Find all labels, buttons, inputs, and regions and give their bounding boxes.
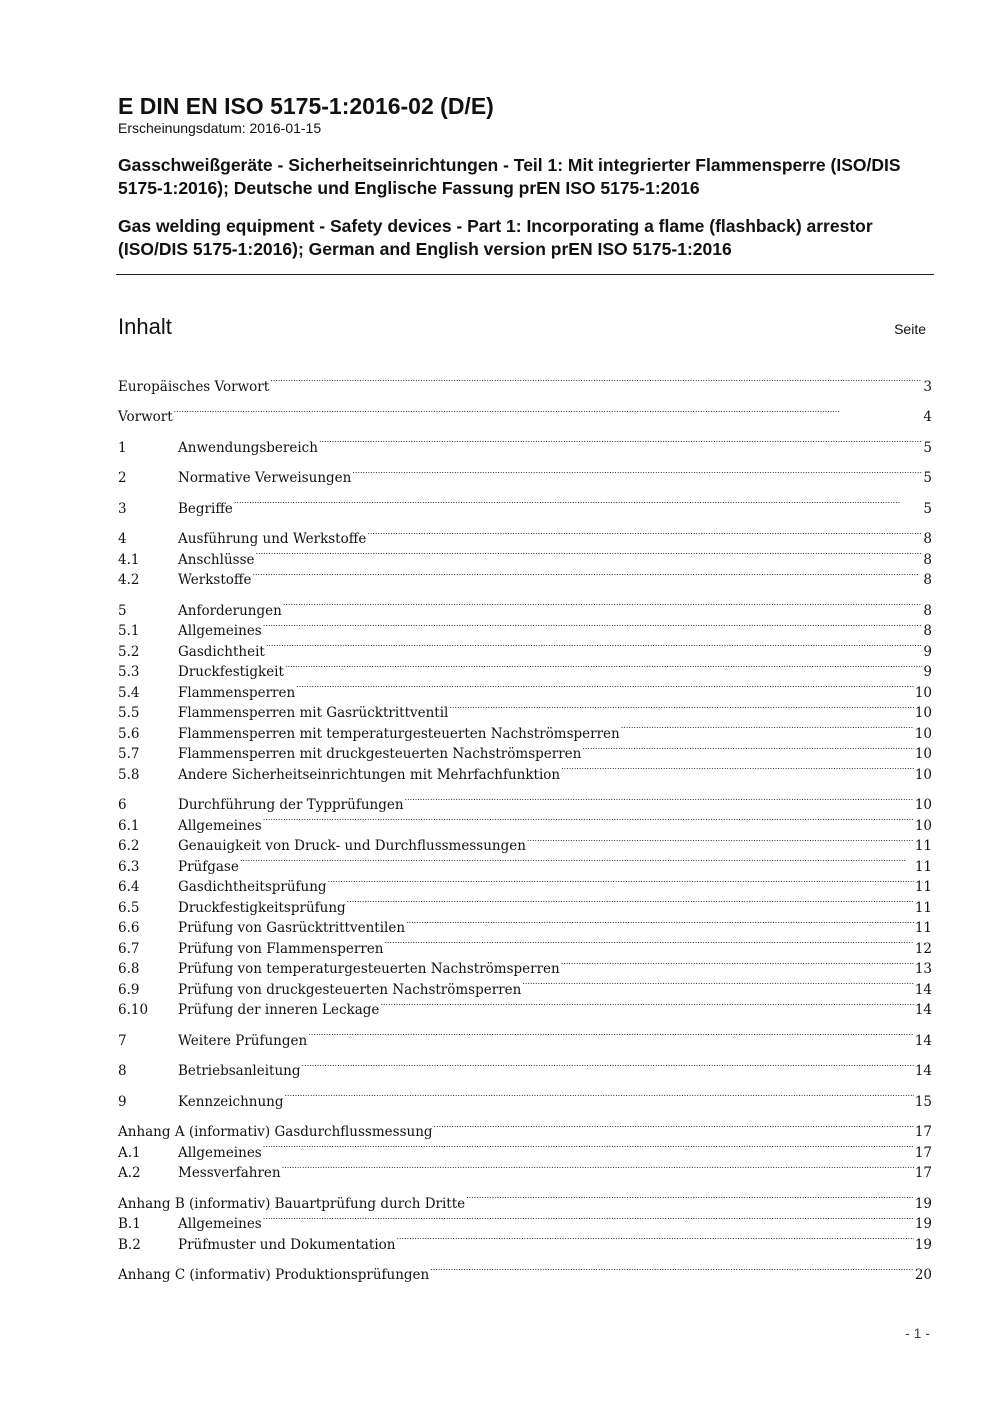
toc-leader-dots bbox=[263, 1136, 914, 1157]
toc-entry-number: 6.2 bbox=[118, 838, 140, 854]
toc-entry-page: 11 bbox=[914, 899, 932, 916]
toc-entry-page: 8 bbox=[923, 572, 932, 588]
toc-entry-label: Druckfestigkeitsprüfung bbox=[178, 899, 346, 916]
toc-entry-label: Anforderungen bbox=[178, 602, 282, 619]
toc-leader-dots bbox=[449, 697, 913, 718]
toc-entry-page: 10 bbox=[914, 766, 932, 783]
toc-entry-number: 5.3 bbox=[118, 664, 140, 680]
toc-entry-number: 6.3 bbox=[118, 858, 140, 875]
toc-entry-number: 6.5 bbox=[118, 899, 140, 916]
toc-entry-number: 5.4 bbox=[118, 684, 140, 701]
toc-entry[interactable] bbox=[118, 1116, 932, 1140]
toc-leader-dots bbox=[367, 523, 922, 544]
toc-entry-number: A.2 bbox=[118, 1165, 141, 1181]
toc-entry-label: Allgemeines bbox=[178, 1216, 262, 1232]
toc-entry-page: 10 bbox=[914, 725, 932, 742]
toc-entry-label: Werkstoffe bbox=[178, 572, 252, 588]
toc-entry-label: Allgemeines bbox=[178, 1144, 262, 1161]
toc-entry-number: 6.8 bbox=[118, 961, 140, 977]
toc-entry[interactable] bbox=[118, 431, 932, 456]
toc-entry-number: B.2 bbox=[118, 1236, 141, 1253]
toc-entry-number: 6.6 bbox=[118, 920, 140, 936]
toc-leader-dots bbox=[263, 809, 914, 830]
toc-leader-dots bbox=[302, 1055, 914, 1076]
toc-entry-number: 3 bbox=[118, 500, 127, 517]
toc-page-column-label: Seite bbox=[894, 321, 926, 337]
toc-leader-dots bbox=[561, 758, 914, 779]
toc-entry-label: Gasdichtheitsprüfung bbox=[178, 879, 327, 895]
toc-entry[interactable] bbox=[118, 1085, 932, 1110]
toc-entry-label: Normative Verweisungen bbox=[178, 470, 352, 486]
toc-leader-dots bbox=[621, 717, 914, 738]
toc-leader-dots bbox=[561, 953, 914, 974]
toc-entry-label: Druckfestigkeit bbox=[178, 664, 284, 680]
toc-entry[interactable] bbox=[118, 492, 932, 517]
toc-entry[interactable] bbox=[118, 523, 932, 547]
toc-entry-page: 14 bbox=[914, 1002, 932, 1018]
toc-entry-number: A.1 bbox=[118, 1144, 141, 1161]
title-english: Gas welding equipment - Safety devices - Part 1: Incorporating a flame (flashback) arrestor (ISO/DIS 5175-1:2016); German and English version prEN ISO 5175-1:2016 bbox=[118, 216, 873, 259]
toc-leader-dots bbox=[347, 891, 914, 912]
toc-entry-page: 4 bbox=[923, 409, 932, 425]
toc-leader-dots bbox=[522, 973, 913, 994]
toc-entry-page: 9 bbox=[923, 643, 932, 660]
toc-entry-page: 10 bbox=[914, 746, 932, 762]
toc-leader-dots bbox=[380, 994, 913, 1015]
toc-leader-dots bbox=[308, 1024, 914, 1045]
toc-entry-page: 17 bbox=[914, 1144, 932, 1161]
toc-heading: Inhalt bbox=[118, 314, 172, 339]
toc-leader-dots bbox=[405, 789, 914, 810]
toc-entry-page: 10 bbox=[914, 684, 932, 701]
toc-entry-label: Prüfgase bbox=[178, 858, 239, 875]
toc-entry-label: Genauigkeit von Druck- und Durchflussmessungen bbox=[178, 838, 526, 854]
toc-entry-label: Prüfmuster und Dokumentation bbox=[178, 1236, 396, 1253]
toc-leader-dots bbox=[430, 1259, 914, 1280]
toc-entry-label: Anhang C (informativ) Produktionsprüfungen bbox=[118, 1267, 430, 1283]
toc-entry-page: 10 bbox=[914, 705, 932, 721]
toc-entry-number: 5.7 bbox=[118, 746, 140, 762]
toc-entry-number: 5.2 bbox=[118, 643, 140, 660]
toc-entry-number: 9 bbox=[118, 1093, 127, 1110]
toc-entry-page: 9 bbox=[923, 664, 932, 680]
toc-leader-dots bbox=[285, 656, 922, 677]
toc-entry[interactable] bbox=[118, 789, 932, 813]
toc-entry-page: 17 bbox=[914, 1165, 932, 1181]
toc-entry[interactable] bbox=[118, 1055, 932, 1079]
toc-entry-number: 4 bbox=[118, 531, 127, 547]
toc-entry-label: Prüfung von Flammensperren bbox=[178, 940, 384, 957]
toc-leader-dots bbox=[527, 830, 914, 851]
toc-entry-label: Anwendungsbereich bbox=[178, 439, 318, 456]
toc-leader-dots bbox=[285, 1085, 914, 1106]
toc-entry-page: 14 bbox=[914, 1063, 932, 1079]
toc-entry-label: Kennzeichnung bbox=[178, 1093, 284, 1110]
toc-entry-page: 15 bbox=[914, 1093, 932, 1110]
toc-entry-page: 8 bbox=[923, 623, 932, 639]
toc-entry-label: Prüfung von temperaturgesteuerten Nachströmsperren bbox=[178, 961, 560, 977]
toc-leader-dots bbox=[396, 1228, 913, 1249]
toc-entry-number: 7 bbox=[118, 1032, 127, 1049]
toc-entry-page: 11 bbox=[914, 879, 932, 895]
toc-entry-label: Andere Sicherheitseinrichtungen mit Mehrfachfunktion bbox=[178, 766, 561, 783]
toc-entry-label: Allgemeines bbox=[178, 817, 262, 834]
toc-entry-label: Ausführung und Werkstoffe bbox=[178, 531, 367, 547]
document-id: E DIN EN ISO 5175-1:2016-02 (D/E) bbox=[118, 93, 494, 119]
toc-entry[interactable] bbox=[118, 1024, 932, 1049]
toc-entry-page: 5 bbox=[923, 500, 932, 517]
toc-leader-dots bbox=[352, 462, 922, 483]
toc-entry-number: 6.10 bbox=[118, 1002, 149, 1018]
toc-entry-label: Betriebsanleitung bbox=[178, 1063, 301, 1079]
toc-leader-dots bbox=[263, 1208, 914, 1229]
toc-leader-dots bbox=[434, 1116, 914, 1137]
toc-leader-dots bbox=[582, 738, 913, 759]
toc-leader-dots bbox=[466, 1187, 914, 1208]
toc-entry-label: Vorwort bbox=[118, 409, 173, 425]
toc-leader-dots bbox=[328, 871, 914, 892]
toc-entry-page: 13 bbox=[914, 961, 932, 977]
toc-entry-label: Begriffe bbox=[178, 500, 233, 517]
toc-entry[interactable] bbox=[118, 462, 932, 486]
toc-entry-number: 6.1 bbox=[118, 817, 140, 834]
toc-leader-dots bbox=[384, 932, 913, 953]
toc-leader-dots bbox=[263, 615, 923, 636]
toc-entry-number: 5.1 bbox=[118, 623, 140, 639]
toc-entry-page: 20 bbox=[914, 1267, 932, 1283]
publication-date: Erscheinungsdatum: 2016-01-15 bbox=[118, 120, 322, 136]
toc-entry[interactable] bbox=[118, 1259, 932, 1283]
toc-entry-label: Gasdichtheit bbox=[178, 643, 265, 660]
toc-entry-label: Durchführung der Typprüfungen bbox=[178, 797, 404, 813]
toc-entry-page: 17 bbox=[914, 1124, 932, 1140]
toc-entry-number: 1 bbox=[118, 439, 127, 456]
toc-entry-label: Prüfung von Gasrücktrittventilen bbox=[178, 920, 406, 936]
toc-entry-page: 8 bbox=[923, 602, 932, 619]
toc-leader-dots bbox=[283, 594, 923, 615]
toc-entry-page: 19 bbox=[914, 1195, 932, 1212]
toc-leader-dots bbox=[174, 401, 923, 422]
toc-leader-dots bbox=[296, 676, 914, 697]
page-number: - 1 - bbox=[905, 1325, 930, 1341]
toc-entry-label: Anschlüsse bbox=[178, 551, 255, 568]
toc-leader-dots bbox=[240, 850, 914, 871]
toc-entry-page: 3 bbox=[923, 378, 932, 395]
toc-entry-label: Weitere Prüfungen bbox=[178, 1032, 308, 1049]
document-header bbox=[118, 92, 934, 261]
table-of-contents bbox=[118, 370, 932, 1283]
toc-entry-page: 8 bbox=[923, 531, 932, 547]
toc-entry-label: Allgemeines bbox=[178, 623, 262, 639]
toc-entry-page: 11 bbox=[914, 838, 932, 854]
toc-entry-number: 4.1 bbox=[118, 551, 140, 568]
toc-entry-page: 10 bbox=[914, 817, 932, 834]
toc-entry[interactable] bbox=[118, 370, 932, 395]
toc-heading-row bbox=[118, 314, 926, 340]
toc-entry-page: 12 bbox=[914, 940, 932, 957]
toc-entry-number: 6 bbox=[118, 797, 127, 813]
toc-entry-number: 6.7 bbox=[118, 940, 140, 957]
toc-entry-label: Flammensperren mit druckgesteuerten Nachströmsperren bbox=[178, 746, 582, 762]
toc-entry[interactable] bbox=[118, 1187, 932, 1212]
toc-leader-dots bbox=[282, 1157, 914, 1178]
toc-entry[interactable] bbox=[118, 401, 932, 425]
toc-leader-dots bbox=[256, 543, 923, 564]
toc-entry-number: B.1 bbox=[118, 1216, 141, 1232]
toc-entry-label: Messverfahren bbox=[178, 1165, 281, 1181]
title-german: Gasschweißgeräte - Sicherheitseinrichtungen - Teil 1: Mit integrierter Flammensperre (ISO/DIS 5175-1:2016); Deutsche und Englische Fassung prEN ISO 5175-1:2016 bbox=[118, 155, 901, 198]
toc-leader-dots bbox=[234, 492, 923, 513]
header-divider bbox=[116, 274, 934, 275]
toc-entry-label: Prüfung von druckgesteuerten Nachströmsperren bbox=[178, 981, 522, 998]
toc-entry-number: 4.2 bbox=[118, 572, 140, 588]
toc-entry-number: 5.8 bbox=[118, 766, 140, 783]
toc-entry-label: Anhang A (informativ) Gasdurchflussmessung bbox=[118, 1124, 433, 1140]
toc-entry-label: Flammensperren mit Gasrücktrittventil bbox=[178, 705, 449, 721]
toc-entry-page: 14 bbox=[914, 981, 932, 998]
toc-entry-label: Anhang B (informativ) Bauartprüfung durch Dritte bbox=[118, 1195, 466, 1212]
toc-leader-dots bbox=[266, 635, 923, 656]
toc-entry-page: 11 bbox=[914, 858, 932, 875]
toc-entry-page: 19 bbox=[914, 1236, 932, 1253]
toc-entry-page: 10 bbox=[914, 797, 932, 813]
toc-entry-number: 2 bbox=[118, 470, 127, 486]
toc-leader-dots bbox=[406, 912, 914, 933]
toc-entry[interactable] bbox=[118, 871, 932, 895]
toc-entry-page: 11 bbox=[914, 920, 932, 936]
toc-entry-label: Flammensperren bbox=[178, 684, 296, 701]
toc-entry[interactable] bbox=[118, 594, 932, 619]
toc-entry-number: 5.6 bbox=[118, 725, 140, 742]
toc-entry[interactable] bbox=[118, 850, 932, 875]
toc-entry-number: 6.9 bbox=[118, 981, 140, 998]
toc-entry-number: 5.5 bbox=[118, 705, 140, 721]
toc-entry-number: 5 bbox=[118, 602, 127, 619]
toc-leader-dots bbox=[252, 564, 922, 585]
toc-entry-number: 6.4 bbox=[118, 879, 140, 895]
toc-entry-page: 19 bbox=[914, 1216, 932, 1232]
toc-entry-number: 8 bbox=[118, 1063, 127, 1079]
toc-entry-page: 5 bbox=[923, 439, 932, 456]
toc-entry-page: 14 bbox=[914, 1032, 932, 1049]
toc-leader-dots bbox=[319, 431, 922, 452]
toc-entry-label: Prüfung der inneren Leckage bbox=[178, 1002, 380, 1018]
toc-entry-label: Europäisches Vorwort bbox=[118, 378, 270, 395]
toc-entry-label: Flammensperren mit temperaturgesteuerten Nachströmsperren bbox=[178, 725, 620, 742]
toc-leader-dots bbox=[270, 370, 922, 391]
toc-entry-page: 8 bbox=[923, 551, 932, 568]
toc-entry-page: 5 bbox=[923, 470, 932, 486]
